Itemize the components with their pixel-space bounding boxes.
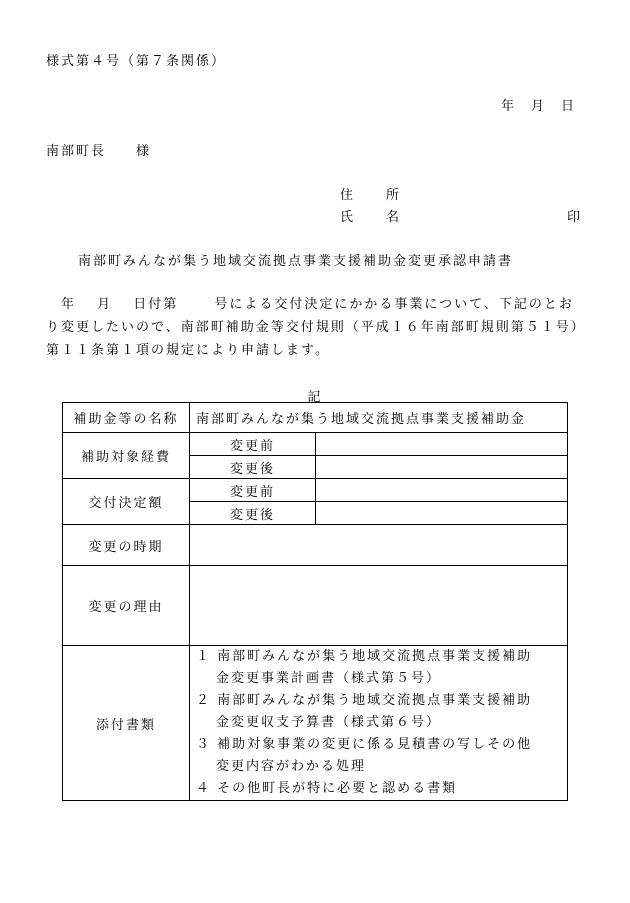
document-title: 南部町みんなが集う地域交流拠点事業支援補助金変更承認申請書: [78, 254, 514, 269]
body-text: 年 月 日付第 号による交付決定にかかる事業について、下記のとおり変更したいので、南部町補助金等交付規則（平成１６年南部町規則第５１号）第１１条第１項の規定により申請します。: [46, 297, 586, 358]
reason-value[interactable]: [190, 566, 568, 646]
table-row: [63, 646, 568, 801]
attachments-list: [190, 646, 568, 801]
cost-before-label: 変更前: [190, 433, 316, 456]
name-label: 氏 名: [340, 210, 410, 225]
timing-label: 変更の時期: [63, 525, 190, 566]
attachment-4-line1: ４ その他町長が特に必要と認める書類: [196, 781, 458, 796]
date-line: 年 月 日: [500, 99, 576, 114]
address-row: [340, 184, 580, 203]
table-row: [63, 525, 568, 566]
attachment-2-line2: 金変更収支予算書（様式第６号）: [216, 715, 442, 730]
note-mark: 記: [307, 390, 323, 405]
detail-table: [62, 402, 568, 801]
form-number: 様式第４号（第７条関係）: [46, 54, 227, 69]
subsidy-name-label: 補助金等の名称: [63, 403, 190, 433]
recipient: 南部町長 様: [46, 144, 152, 159]
grant-after-label: 変更後: [190, 502, 316, 525]
subsidy-name-value: 南部町みんなが集う地域交流拠点事業支援補助金: [190, 403, 568, 433]
attachment-3-line1: ３ 補助対象事業の変更に係る見積書の写しその他: [196, 737, 533, 752]
table-row: [63, 479, 568, 502]
cost-after-value[interactable]: [316, 456, 568, 479]
cost-after-label: 変更後: [190, 456, 316, 479]
grant-before-value[interactable]: [316, 479, 568, 502]
table-row: [63, 433, 568, 456]
timing-value[interactable]: [190, 525, 568, 566]
reason-label: 変更の理由: [63, 566, 190, 646]
address-label: 住 所: [340, 188, 410, 203]
table-row: [63, 566, 568, 646]
name-row: [340, 206, 580, 225]
grant-after-value[interactable]: [316, 502, 568, 525]
attach-label: 添付書類: [63, 646, 190, 801]
attachment-3-line2: 変更内容がわかる処理: [216, 759, 367, 774]
attachment-1-line1: １ 南部町みんなが集う地域交流拠点事業支援補助: [196, 649, 533, 664]
grant-before-label: 変更前: [190, 479, 316, 502]
seal-mark: 印: [566, 210, 580, 225]
attachment-1-line2: 金変更事業計画書（様式第５号）: [216, 671, 442, 686]
grant-label: 交付決定額: [63, 479, 190, 525]
attachment-2-line1: ２ 南部町みんなが集う地域交流拠点事業支援補助: [196, 693, 533, 708]
cost-label: 補助対象経費: [63, 433, 190, 479]
table-row: [63, 403, 568, 433]
cost-before-value[interactable]: [316, 433, 568, 456]
